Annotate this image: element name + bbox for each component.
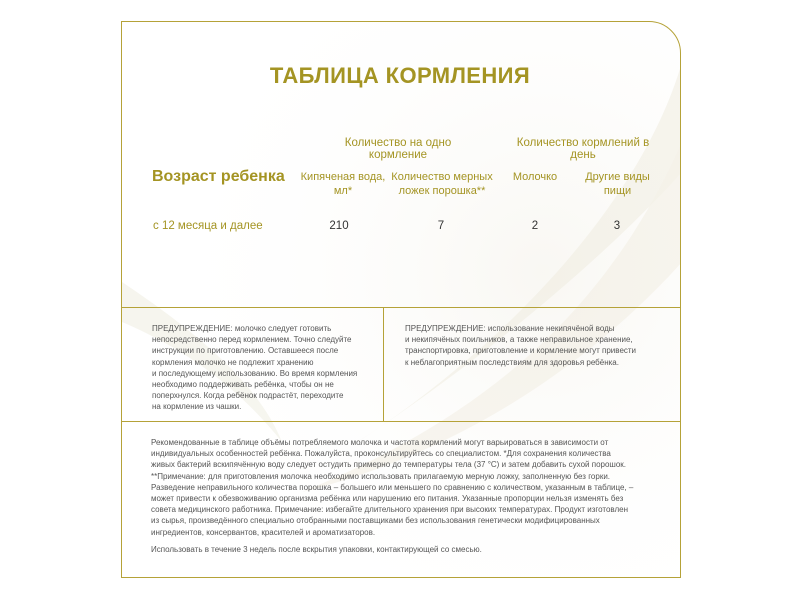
cell-water-ml: 210 <box>329 220 349 232</box>
cell-milk-feedings: 2 <box>531 220 539 232</box>
footnote-line: может привести к обезвоживанию организма ребёнка или нарушению его питания. Указанные пропорции нельзя изменять без <box>151 494 624 504</box>
subheader-scoops: Количество мерных ложек порошка** <box>391 171 493 197</box>
divider-vertical <box>383 307 384 421</box>
usage-note: Использовать в течение 3 недель после вскрытия упаковки, контактирующей со смесью. <box>151 544 482 554</box>
group-header-per-feeding: Количество на одно кормление <box>344 137 452 161</box>
warning-right: ПРЕДУПРЕЖДЕНИЕ: использование некипячёной воды и некипячёных поильников, а также неправильное хранение, транспортировка, приготовление и кормление могут привести к неблагоприятным последствиям для здоровья ребёнка. <box>405 324 637 367</box>
footnote-block <box>151 437 661 555</box>
age-header: Возраст ребенка <box>152 168 285 185</box>
divider-top <box>121 307 681 308</box>
page-title: ТАБЛИЦА КОРМЛЕНИЯ <box>269 63 531 88</box>
footnote-line: **Примечание: для приготовления молочка необходимо использовать прилагаемую мерную ложку, заполненную без горки. <box>151 471 611 481</box>
footnote-line: совета медицинского работника. Примечание: избегайте длительного хранения при высоких температурах. Продукт изготовлен <box>151 505 628 515</box>
cell-scoops: 7 <box>437 220 445 232</box>
footnote-line: индивидуальных особенностей ребёнка. Пожалуйста, проконсультируйтесь со специалистом. *Для сохранения количества <box>151 449 611 459</box>
subheader-milk: Молочко <box>512 171 558 183</box>
warning-left: ПРЕДУПРЕЖДЕНИЕ: молочко следует готовить непосредственно перед кормлением. Точно следуйте инструкции по приготовлению. Оставшееся после кормления молочко не подлежит хранению и последующему использованию. Во время кормления необходимо поддерживать ребёнка, чтобы он не поперхнулся. Когда ребёнок подрастёт, переходите на кормление из чашки. <box>152 324 358 412</box>
divider-bottom <box>121 421 681 422</box>
footnote-line: из сырья, произведённого специально отобранными поставщиками без использования генетически модифицированных <box>151 516 600 526</box>
subheader-other-food: Другие виды пищи <box>585 171 650 197</box>
row-age-label: с 12 месяца и далее <box>153 220 263 232</box>
group-header-per-day: Количество кормлений в день <box>516 137 650 161</box>
footnote-line: Рекомендованные в таблице объёмы потребляемого молочка и частота кормлений могут варьироваться в зависимости от <box>151 438 609 447</box>
footnote-line: живых бактерий вскипячённую воду следует остудить примерно до температуры тела (37 °C) и затем добавить сухой порошок. <box>151 460 626 470</box>
footnote-line: ингредиентов, консервантов, красителей и ароматизаторов. <box>151 527 376 537</box>
cell-other-food: 3 <box>613 220 621 232</box>
subheader-water: Кипяченая вода, мл* <box>300 171 386 197</box>
footnote-line: Разведение неправильного количества порошка – большего или меньшего по сравнению с количеством, указанным в таблице, – <box>151 482 634 492</box>
